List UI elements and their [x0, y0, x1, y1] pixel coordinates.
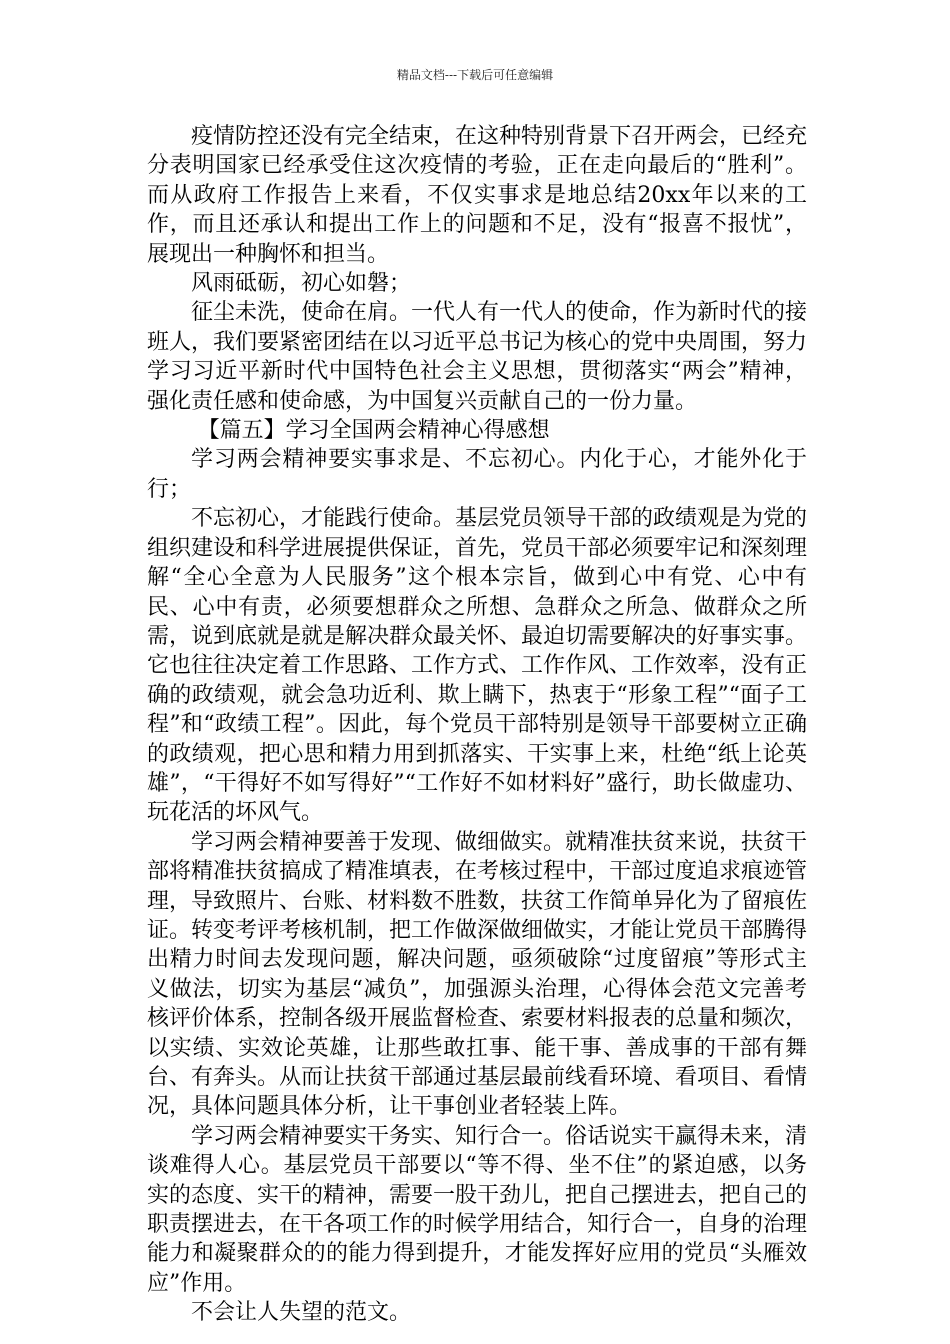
paragraph: 不会让人失望的范文。 — [191, 1300, 412, 1326]
paragraph: 学习两会精神要善于发现、做细做实。就精准扶贫来说，扶贫干部将精准扶贫搞成了精准填表，在考核过程中，干部过度追求痕迹管理，导致照片、台账、材料数不胜数，扶贫工作简单异化为了留痕佐证。转变考评考核机制，把工作做深做细做实，才能让党员干部腾得出精力时间去发现问题，解决问题，亟须破除“过度留痕”等形式主义做法，切实为基层“减负”，加强源头治理，心得体会范文完善考核评价体系，控制各级开展监督检查、索要材料报表的总量和频次，以实绩、实效论英雄，让那些敢扛事、能干事、善成事的干部有舞台、有奔头。从而让扶贫干部通过基层最前线看环境、看项目、看情况，具体问题具体分析，让干事创业者轻装上阵。 — [147, 829, 808, 1120]
paragraph: 不忘初心，才能践行使命。基层党员领导干部的政绩观是为党的组织建设和科学进展提供保证，首先，党员干部必须要牢记和深刻理解“全心全意为人民服务”这个根本宗旨，做到心中有党、心中有民、心中有责，必须要想群众之所想、急群众之所急、做群众之所需，说到底就是就是解决群众最关怀、最迫切需要解决的好事实事。它也往往决定着工作思路、工作方式、工作作风、工作效率，没有正确的政绩观，就会急功近利、欺上瞒下，热衷于“形象工程”“面子工程”和“政绩工程”。因此，每个党员干部特别是领导干部要树立正确的政绩观，把心思和精力用到抓落实、干实事上来，杜绝“纸上论英雄”，“干得好不如写得好”“工作好不如材料好”盛行，助长做虚功、玩花活的坏风气。 — [147, 506, 808, 826]
paragraph: 学习两会精神要实事求是、不忘初心。内化于心，才能外化于行； — [147, 447, 807, 502]
paragraph: 风雨砥砺，初心如磐； — [191, 271, 412, 297]
paragraph: 学习两会精神要实干务实、知行合一。俗话说实干赢得未来，清谈难得人心。基层党员干部要以“等不得、坐不住”的紧迫感，以务实的态度、实干的精神，需要一股干劲儿，把自己摆进去，把自己的职责摆进去，在干各项工作的时候学用结合，知行合一，自身的治理能力和凝聚群众的的能力得到提升，才能发挥好应用的党员“头雁效应”作用。 — [147, 1123, 808, 1296]
paragraph: 疫情防控还没有完全结束，在这种特别背景下召开两会，已经充分表明国家已经承受住这次疫情的考验，正在走向最后的“胜利”。而从政府工作报告上来看，不仅实事求是地总结20xx年以来的工作，而且还承认和提出工作上的问题和不足，没有“报喜不报忧”，展现出一种胸怀和担当。 — [147, 124, 808, 267]
document-body — [147, 122, 807, 1328]
paragraph: 征尘未洗，使命在肩。一代人有一代人的使命，作为新时代的接班人，我们要紧密团结在以习近平总书记为核心的党中央周围，努力学习习近平新时代中国特色社会主义思想，贯彻落实“两会”精神，强化责任感和使命感，为中国复兴贡献自己的一份力量。 — [147, 300, 808, 414]
section-heading: 【篇五】学习全国两会精神心得感想 — [197, 418, 550, 444]
page-header: 精品文档---下载后可任意编辑 — [396, 68, 554, 82]
